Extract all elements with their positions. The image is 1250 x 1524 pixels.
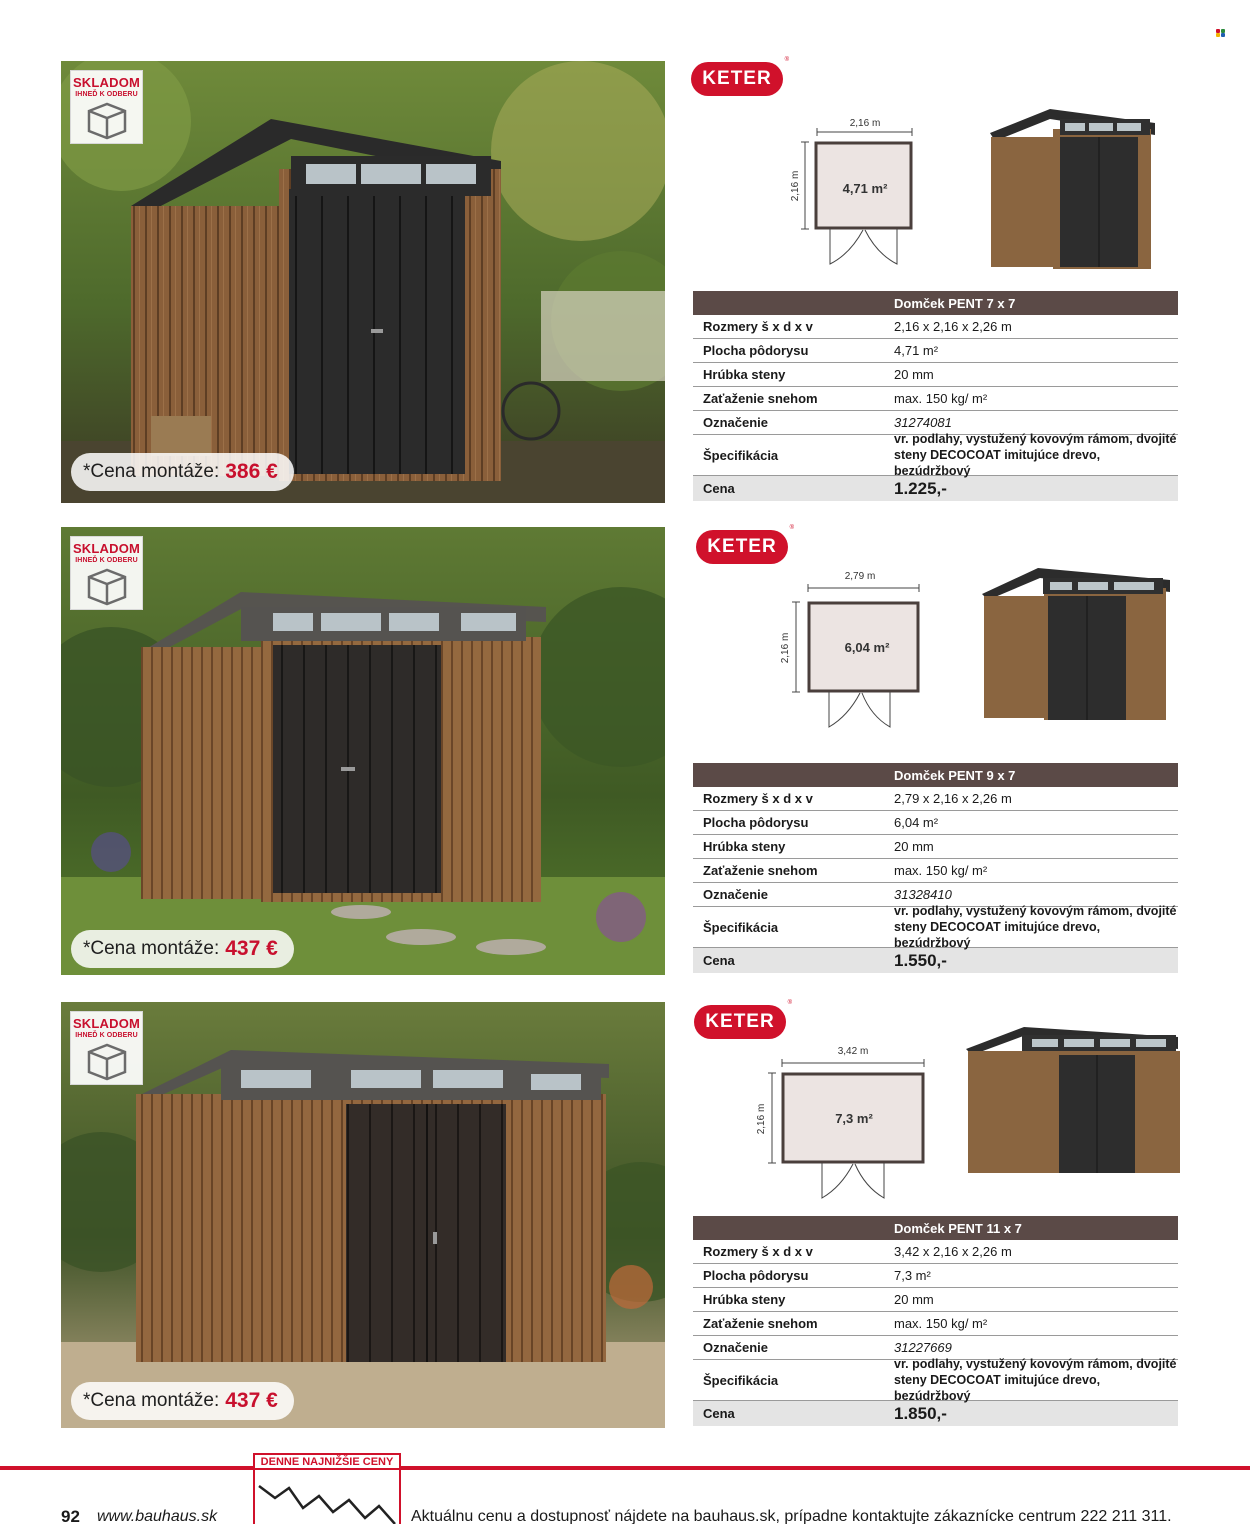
website-link[interactable]: www.bauhaus.sk — [97, 1508, 218, 1524]
plan-area-label: 7,3 m² — [835, 1111, 873, 1126]
lowest-price-badge-label: DENNE NAJNIŽŠIE CENY — [253, 1453, 401, 1470]
spec-value: 20 mm — [894, 1292, 934, 1307]
spec-value: 31328410 — [894, 887, 952, 902]
spec-value: 31227669 — [894, 1340, 952, 1355]
plan-area-label: 4,71 m² — [842, 181, 888, 196]
spec-key: Zaťaženie snehom — [703, 863, 818, 878]
spec-key: Zaťaženie snehom — [703, 1316, 818, 1331]
spec-value: max. 150 kg/ m² — [894, 1316, 988, 1331]
spec-value: vr. podlahy, vystužený kovovým rámom, dvojité steny DECOCOAT imitujúce drevo, bezúdržbový — [894, 904, 1177, 950]
install-price-value: 437 € — [225, 937, 278, 960]
spec-row — [693, 363, 1178, 387]
stock-badge-subtitle: IHNEĎ K ODBERU — [75, 1032, 138, 1039]
spec-key: Hrúbka steny — [703, 839, 786, 854]
spec-row — [693, 859, 1178, 883]
spec-key: Plocha pôdorysu — [703, 343, 809, 358]
spec-value: 20 mm — [894, 839, 934, 854]
plan-depth-label: 2,16 m — [790, 170, 801, 202]
stock-badge-subtitle: IHNEĎ K ODBERU — [75, 557, 138, 564]
spec-value: 2,79 x 2,16 x 2,26 m — [894, 791, 1012, 806]
spec-row-specification — [693, 432, 1178, 478]
spec-key: Špecifikácia — [703, 1372, 779, 1388]
footer-divider — [0, 1466, 1250, 1470]
spec-row-price — [693, 476, 1178, 501]
keter-logo: KETER ® — [696, 530, 788, 564]
spec-key: Označenie — [703, 887, 769, 902]
stock-badge — [70, 1011, 143, 1085]
spec-row — [693, 811, 1178, 835]
spec-row — [693, 787, 1178, 811]
price-value: 1.550,- — [894, 950, 947, 970]
keter-logo: KETER ® — [691, 62, 783, 96]
stock-badge-title: SKLADOM — [72, 541, 141, 556]
page-number: 92 — [61, 1507, 80, 1524]
stock-badge — [70, 536, 143, 610]
spec-value: 7,3 m² — [894, 1268, 931, 1283]
lowest-price-badge — [253, 1453, 401, 1524]
spec-key: Špecifikácia — [703, 919, 779, 935]
plan-area-label: 6,04 m² — [844, 640, 890, 655]
spec-key: Rozmery š x d x v — [703, 1244, 813, 1259]
spec-row — [693, 387, 1178, 411]
footer-note: Aktuálnu cenu a dostupnosť nájdete na bauhaus.sk, prípadne kontaktujte zákaznícke centrum 222 211 311. — [411, 1508, 1172, 1524]
spec-row — [693, 1264, 1178, 1288]
spec-key: Rozmery š x d x v — [703, 319, 813, 334]
install-price-pill — [71, 1382, 294, 1420]
product-image-2 — [978, 566, 1173, 727]
spec-key: Označenie — [703, 415, 769, 430]
stock-badge — [70, 70, 143, 144]
spec-value: vr. podlahy, vystužený kovovým rámom, dvojité steny DECOCOAT imitujúce drevo, bezúdržbový — [894, 1357, 1177, 1403]
spec-value: max. 150 kg/ m² — [894, 391, 988, 406]
spec-table-1 — [693, 291, 1178, 501]
price-key: Cena — [703, 481, 735, 496]
spec-row-price — [693, 948, 1178, 973]
product-image-1 — [985, 105, 1160, 276]
spec-key: Plocha pôdorysu — [703, 815, 809, 830]
spec-value: vr. podlahy, vystužený kovovým rámom, dvojité steny DECOCOAT imitujúce drevo, bezúdržbový — [894, 432, 1177, 478]
spec-table-title: Domček PENT 11 x 7 — [693, 1216, 1178, 1240]
spec-row — [693, 1288, 1178, 1312]
floor-plan-2 — [772, 566, 932, 737]
spec-key: Hrúbka steny — [703, 1292, 786, 1307]
spec-value: 3,42 x 2,16 x 2,26 m — [894, 1244, 1012, 1259]
spec-value: 6,04 m² — [894, 815, 939, 830]
install-price-label: *Cena montáže: — [83, 938, 220, 959]
spec-table-title: Domček PENT 7 x 7 — [693, 291, 1178, 315]
product-image-3 — [962, 1025, 1182, 1180]
floor-plan-1 — [785, 114, 925, 274]
price-key: Cena — [703, 953, 735, 968]
install-price-value: 386 € — [225, 460, 278, 483]
box-icon — [85, 1042, 129, 1082]
stock-badge-title: SKLADOM — [72, 1016, 141, 1031]
keter-logo: KETER ® — [694, 1005, 786, 1039]
spec-row — [693, 835, 1178, 859]
spec-row-price — [693, 1401, 1178, 1426]
install-price-pill — [71, 930, 294, 968]
brand-name: KETER — [702, 68, 772, 89]
spec-value: max. 150 kg/ m² — [894, 863, 988, 878]
install-price-pill — [71, 453, 294, 491]
spec-table-3 — [693, 1216, 1178, 1426]
floor-plan-3 — [752, 1041, 932, 1208]
product-photo-2 — [61, 527, 665, 975]
plan-width-label: 2,16 m — [849, 118, 881, 129]
spec-key: Rozmery š x d x v — [703, 791, 813, 806]
spec-row — [693, 339, 1178, 363]
spec-key: Zaťaženie snehom — [703, 391, 818, 406]
spec-key: Plocha pôdorysu — [703, 1268, 809, 1283]
spec-value: 20 mm — [894, 367, 934, 382]
price-key: Cena — [703, 1406, 735, 1421]
plan-width-label: 3,42 m — [837, 1046, 869, 1057]
install-price-value: 437 € — [225, 1389, 278, 1412]
stock-badge-title: SKLADOM — [72, 75, 141, 90]
spec-value: 2,16 x 2,16 x 2,26 m — [894, 319, 1012, 334]
box-icon — [85, 567, 129, 607]
corner-logo-mark — [1216, 29, 1226, 37]
spec-value: 31274081 — [894, 415, 952, 430]
plan-depth-label: 2,16 m — [780, 632, 791, 664]
spec-row — [693, 1312, 1178, 1336]
spec-table-2 — [693, 763, 1178, 973]
spec-row-specification — [693, 1357, 1178, 1403]
spec-row-specification — [693, 904, 1178, 950]
product-photo-3 — [61, 1002, 665, 1428]
spec-key: Označenie — [703, 1340, 769, 1355]
product-photo-1 — [61, 61, 665, 503]
downtrend-chart-icon — [253, 1468, 401, 1524]
spec-key: Špecifikácia — [703, 447, 779, 463]
brand-name: KETER — [707, 536, 777, 557]
spec-row — [693, 1240, 1178, 1264]
price-value: 1.225,- — [894, 478, 947, 498]
install-price-label: *Cena montáže: — [83, 461, 220, 482]
install-price-label: *Cena montáže: — [83, 1390, 220, 1411]
box-icon — [85, 101, 129, 141]
spec-value: 4,71 m² — [894, 343, 939, 358]
spec-table-title: Domček PENT 9 x 7 — [693, 763, 1178, 787]
plan-width-label: 2,79 m — [844, 571, 876, 582]
stock-badge-subtitle: IHNEĎ K ODBERU — [75, 91, 138, 98]
price-value: 1.850,- — [894, 1403, 947, 1423]
spec-row — [693, 315, 1178, 339]
plan-depth-label: 2,16 m — [756, 1103, 767, 1135]
spec-key: Hrúbka steny — [703, 367, 786, 382]
brand-name: KETER — [705, 1011, 775, 1032]
